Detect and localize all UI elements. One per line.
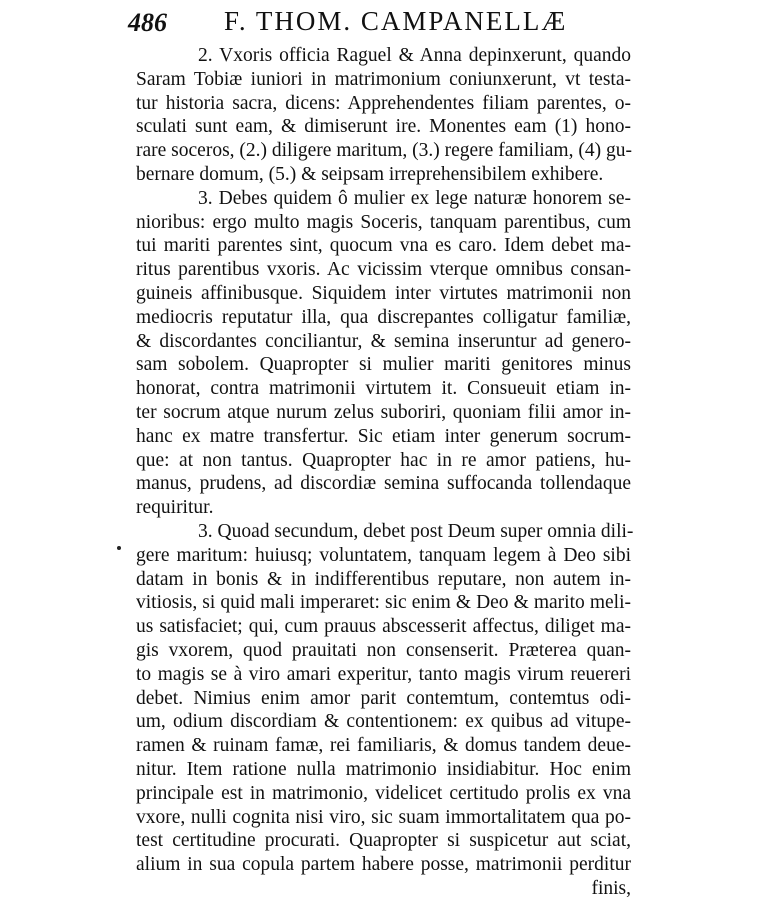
text-line: test certitudine procurati. Quapropter si suspicetur aut sciat,	[136, 830, 631, 852]
text-line: rare soceros, (2.) diligere maritum, (3.) regere familiam, (4) gu-	[136, 140, 632, 162]
text-line: hanc ex matre transfertur. Sic etiam inter generum socrum-	[136, 425, 631, 447]
text-line: Saram Tobiæ iuniori in matrimonium coniunxerunt, vt testa-	[136, 68, 631, 90]
text-line: um, odium discordiam & contentionem: ex quibus ad vitupe-	[136, 711, 631, 733]
catchword: finis,	[591, 877, 631, 899]
text-line: vxore, nulli cognita nisi viro, sic suam immortalitatem qua po-	[136, 806, 631, 828]
paragraph-2	[136, 44, 631, 187]
text-line: sculati sunt eam, & dimiserunt ire. Monentes eam (1) hono-	[136, 116, 631, 138]
text-line: ramen & ruinam famæ, rei familiaris, & domus tandem deue-	[136, 735, 631, 757]
text-line: bernare domum, (5.) & seipsam irreprehensibilem exhibere.	[136, 163, 604, 185]
text-line: 3. Debes quidem ô mulier ex lege naturæ honorem se-	[198, 187, 631, 209]
text-line: gere maritum: huiusq; voluntatem, tanquam legem à Deo sibi	[136, 544, 631, 566]
text-line: tui mariti parentes sint, quocum vna es caro. Idem debet ma-	[136, 235, 631, 257]
text-line: honorat, contra matrimonii virtutem it. Consueuit etiam in-	[136, 378, 631, 400]
text-line: nitur. Item ratione nulla matrimonio insidiabitur. Hoc enim	[136, 758, 631, 780]
page-header	[128, 6, 648, 40]
text-line: requiritur.	[136, 497, 214, 519]
text-line: to magis se à viro amari experitur, tanto magis virum reuereri	[136, 663, 631, 685]
text-line: 2. Vxoris officia Raguel & Anna depinxerunt, quando	[198, 45, 631, 66]
margin-dot	[117, 546, 121, 550]
text-line: guineis affinibusque. Siquidem inter virtutes matrimonii non	[136, 282, 631, 304]
text-line: 3. Quoad secundum, debet post Deum super omnia dili-	[198, 520, 634, 542]
body-text	[136, 44, 634, 901]
text-line: ter socrum atque nurum zelus suboriri, quoniam filii amor in-	[136, 401, 631, 423]
text-line: tur historia sacra, dicens: Apprehendentes filiam parentes, o-	[136, 92, 631, 114]
text-line: & discordantes conciliantur, & semina inseruntur ad genero-	[136, 330, 631, 352]
text-line: gis vxorem, quod prauitati non consenserit. Præterea quan-	[136, 639, 631, 661]
paragraph-3b	[136, 520, 634, 901]
text-line: vitiosis, si quid mali imperaret: sic enim & Deo & marito meli-	[136, 592, 631, 614]
running-head: F. THOM. CAMPANELLÆ	[224, 6, 568, 36]
text-line: ritus parentibus vxoris. Ac vicissim vterque omnibus consan-	[136, 259, 631, 281]
text-line: us satisfaciet; qui, cum prauus abscesserit affectus, diliget ma-	[136, 616, 631, 638]
text-line: manus, prudens, ad discordiæ semina suffocanda tollendaque	[136, 473, 631, 495]
text-line: datam in bonis & in indifferentibus reputare, non autem in-	[136, 568, 631, 590]
text-line: mediocris reputatur illa, qua discrepantes colligatur familiæ,	[136, 306, 631, 328]
text-line: nioribus: ergo multo magis Soceris, tanquam parentibus, cum	[136, 211, 631, 233]
text-line: principale est in matrimonio, videlicet certitudo prolis ex vna	[136, 782, 631, 804]
page-number: 486	[128, 8, 167, 37]
text-line: debet. Nimius enim amor parit contemtum, contemtus odi-	[136, 687, 631, 709]
text-line: alium in sua copula partem habere posse, matrimonii perditur	[136, 854, 631, 876]
text-line: sam sobolem. Quapropter si mulier mariti genitores minus	[136, 354, 631, 376]
text-line: que: at non tantus. Quapropter hac in re amor patiens, hu-	[136, 449, 631, 471]
paragraph-3a	[136, 187, 631, 520]
